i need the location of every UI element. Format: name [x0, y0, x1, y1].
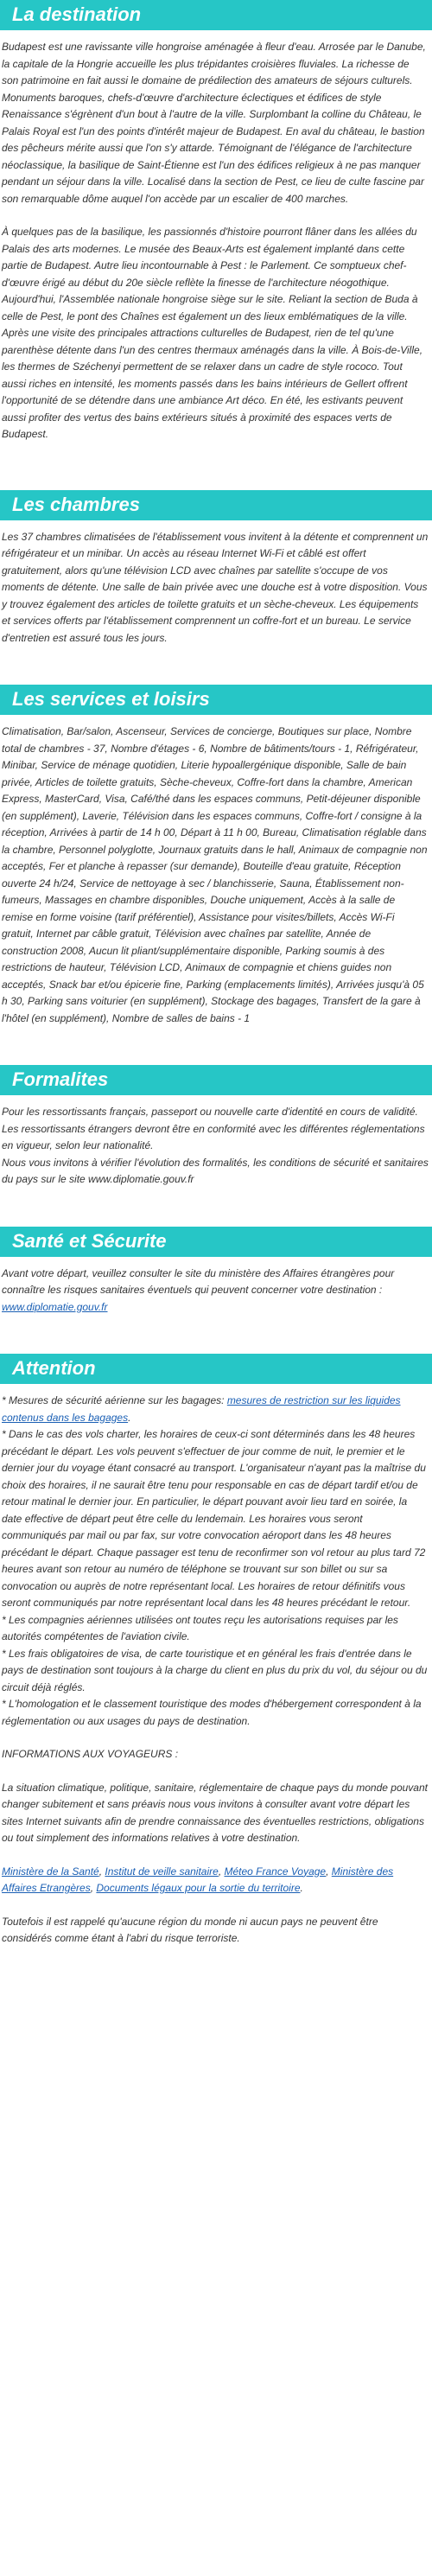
liquids-restriction-link[interactable]: mesures de restriction sur les liquides contenus dans les bagages [2, 1394, 401, 1424]
sante-ministry-link[interactable]: Ministère de la Santé [2, 1865, 99, 1878]
destination-paragraph-1: Budapest est une ravissante ville hongroise aménagée à fleur d'eau. Arrosée par le Danube, la capitale de la Hongrie accueille les plus trépidantes croisières fluviales. La richesse de son patrimoine en fait aussi le domaine de prédilection des amateurs de séjours culturels. Monuments baroques, chefs-d'œuvre d'architecture éclectiques et édifices de style Renaissance s'égrènent d'un bout à l'autre de la ville. Surplombant la colline du Château, le Palais Royal est l'un des points d'intérêt majeur de Budapest. En aval du château, le bastion des pêcheurs mérite aussi que l'on s'y attarde. Témoignant de l'élégance de l'architecture néoclassique, la basilique de Saint-Étienne est l'un des édifices religieux à ne pas manquer pendant un séjour dans la ville. Localisé dans la section de Pest, ce lieu de culte fascine par son remarquable dôme auquel l'on accède par un escalier de 400 marches. [2, 41, 426, 205]
section-body-chambres [0, 529, 432, 647]
section-chambres [0, 490, 432, 647]
attention-bullet-5: * L'homologation et le classement touristique des modes d'hébergement correspondent à la réglementation ou aux usages du pays de destination. [2, 1698, 422, 1727]
attention-bullet-1 [2, 1393, 429, 1426]
sante-text-body: Avant votre départ, veuillez consulter le site du ministère des Affaires étrangères pour connaître les risques sanitaires éventuels qui peuvent concerner votre destination : [2, 1266, 395, 1296]
link-end-period: . [300, 1882, 303, 1894]
attention-bullets [2, 1393, 429, 1730]
formalites-line-3: Nous vous invitons à vérifier l'évolution des formalités, les conditions de sécurité et sanitaires du pays sur le site www.diplomatie.gouv.fr [2, 1156, 429, 1185]
link-separator: , [90, 1882, 97, 1894]
spacer [2, 1730, 429, 1746]
attention-bullet-1-suffix: . [128, 1411, 131, 1424]
section-title-destination: La destination [0, 0, 432, 30]
affaires-etrangeres-link[interactable]: Ministère des Affaires Etrangères [2, 1865, 394, 1894]
meteo-france-link[interactable]: Méteo France Voyage [224, 1865, 327, 1878]
section-spacer [0, 647, 432, 685]
services-list-text: Climatisation, Bar/salon, Ascenseur, Services de concierge, Boutiques sur place, Nombre total de chambres - 37, Nombre d'étages - 6, Nombre de bâtiments/tours - 1, Réfrigérateur, Minibar, Service de ménage quotidien, Literie hypoallergénique disponible, Salle de bain privée, Articles de toilette gratuits, Sèche-cheveux, Coffre-fort dans la chambre, American Express, MasterCard, Visa, Café/thé dans les espaces communs, Petit-déjeuner disponible (en supplément), Laverie, Télévision dans les espaces communs, Coffre-fort / consigne à la réception, Arrivées à partir de 14 h 00, Départ à 11 h 00, Bureau, Climatisation réglable dans la chambre, Personnel polyglotte, Journaux gratuits dans le hall, Animaux de compagnie non acceptés, Fer et planche à repasser (sur demande), Bouteille d'eau gratuite, Réception ouverte 24 h/24, Service de nettoyage à sec / blanchisserie, Sauna, Établissement non-fumeurs, Massages en chambre disponibles, Douche uniquement, Accès à la salle de remise en forme voisine (tarif préférentiel), Assistance pour visites/billets, Accès Wi-Fi gratuit, Internet par câble gratuit, Télévision avec chaînes par satellite, Année de construction 2008, Aucun lit pliant/supplémentaire disponible, Parking soumis à des restrictions de hauteur, Télévision LCD, Animaux de compagnie et chiens guides non acceptés, Snack bar et/ou épicerie fine, Parking (emplacements limités), Arrivées jusqu'à 05 h 30, Parking sans voiturier (en supplément), Stockage des bagages, Transfert de la gare à l'hôtel (en supplément), Nombre de salles de bains - 1 [2, 725, 428, 1024]
section-spacer [0, 1189, 432, 1227]
section-title-attention: Attention [0, 1354, 432, 1384]
info-heading: INFORMATIONS AUX VOYAGEURS : [2, 1748, 179, 1760]
info-links [2, 1864, 429, 1897]
diplomatie-link[interactable]: www.diplomatie.gouv.fr [2, 1300, 108, 1313]
formalites-line-1: Pour les ressortissants français, passeport ou nouvelle carte d'identité en cours de validité. [2, 1106, 418, 1118]
section-body-destination [0, 39, 432, 443]
section-spacer [0, 1027, 432, 1065]
attention-bullet-3: * Les compagnies aériennes utilisées ont toutes reçu les autorisations requises par les autorités compétentes de l'aviation civile. [2, 1613, 398, 1642]
section-body-formalites [0, 1104, 432, 1189]
section-destination [0, 0, 432, 443]
link-separator: , [218, 1865, 225, 1878]
veille-sanitaire-link[interactable]: Institut de veille sanitaire [105, 1865, 219, 1878]
section-spacer [0, 1316, 432, 1354]
attention-bullet-4: * Les frais obligatoires de visa, de carte touristique et en général les frais d'entrée dans le pays de destination sont toujours à la charge du client en plus du prix du vol, du séjour ou du circuit déjà réglés. [2, 1647, 428, 1693]
attention-bullet-2: * Dans le cas des vols charter, les horaires de ceux-ci sont déterminés dans les 48 heures précédant le départ. Les vols peuvent s'effectuer de jour comme de nuit, le premier et le dernier jour du voyage étant consacré au transport. L'organisateur n'ayant pas la maîtrise du choix des horaires, il ne saurait être tenu pour responsable en cas de départ tardif et/ou de retour matinal le dernier jour. En particulier, le départ pouvant avoir lieu tard en soirée, la date effective de départ peut être celle du lendemain. Les horaires vous seront communiqués par mail ou par fax, sur votre convocation aéroport dans les 48 heures précédant le départ. Chaque passager est tenu de reconfirmer son vol retour au plus tard 72 heures avant son retour au numéro de téléphone se trouvant sur son billet ou sur sa convocation ou auprès de notre représentant local. Les horaires de retour définitifs vous seront communiqués par notre représentant local dans les 48 heures précédant le retour. [2, 1428, 426, 1609]
destination-paragraph-2: À quelques pas de la basilique, les passionnés d'histoire pourront flâner dans les allées du Palais des arts modernes. Le musée des Beaux-Arts est également implanté dans cette partie de Budapest. Autre lieu incontournable à Pest : le Parlement. Ce somptueux chef-d'œuvre érigé au début du 20e siècle reflète la finesse de l'architecture néogothique. Aujourd'hui, l'Assemblée nationale hongroise siège sur le site. Reliant la section de Buda à celle de Pest, le pont des Chaînes est également un des lieux emblématiques de la ville. Après une visite des principales attractions culturelles de Budapest, rien de tel qu'une parenthèse détente dans l'un des centres thermaux aménagés dans la ville. À Bois-de-Ville, les thermes de Széchenyi permettent de se relaxer dans un cadre de style rococo. Tout aussi riches en intensité, les moments passés dans les bains intérieurs de Gellert offrent l'opportunité de se détendre dans une ambiance Art déco. En été, les estivants peuvent aussi profiter des vertus des bains extérieurs situés à proximité des espaces verts de Budapest. [2, 226, 423, 440]
section-body-attention [0, 1393, 432, 1948]
section-spacer [0, 443, 432, 490]
section-body-services [0, 724, 432, 1027]
documents-legaux-link[interactable]: Documents légaux pour la sortie du territoire [96, 1882, 301, 1894]
section-title-chambres: Les chambres [0, 490, 432, 520]
info-text: La situation climatique, politique, sanitaire, réglementaire de chaque pays du monde pouvant changer subitement et sans préavis nous vous invitons à consulter avant votre départ les sites Internet suivants afin de prendre connaissance des éventuelles restrictions, obligations ou tout simplement des informations relatives à votre destination. [2, 1781, 428, 1844]
formalites-line-2: Les ressortissants étrangers devront être en conformité avec les différentes réglementations en vigueur, selon leur nationalité. [2, 1122, 425, 1151]
formalites-text [2, 1104, 429, 1189]
terrorism-note: Toutefois il est rappelé qu'aucune région du monde ni aucun pays ne peuvent être considérés comme étant à l'abri du risque terroriste. [2, 1915, 378, 1944]
sante-text [2, 1266, 429, 1317]
link-separator: , [98, 1865, 105, 1878]
section-services [0, 685, 432, 1027]
link-separator: , [326, 1865, 332, 1878]
section-attention [0, 1354, 432, 1948]
attention-bullet-1-prefix: * Mesures de sécurité aérienne sur les bagages: [2, 1394, 227, 1406]
section-title-sante: Santé et Sécurite [0, 1227, 432, 1257]
section-title-services: Les services et loisirs [0, 685, 432, 715]
section-title-formalites: Formalites [0, 1065, 432, 1095]
section-body-sante [0, 1266, 432, 1317]
chambres-paragraph: Les 37 chambres climatisées de l'établissement vous invitent à la détente et comprennent un réfrigérateur et un minibar. Un accès au réseau Internet Wi-Fi et câblé est offert gratuitement, alors qu'une télévision LCD avec chaînes par satellite s'occupe de vos moments de détente. Une salle de bain privée avec une douche est à votre disposition. Vous y trouvez également des articles de toilette gratuits et un sèche-cheveux. Les équipements et services offerts par l'établissement comprennent un coffre-fort et un bureau. Le service d'entretien est assuré tous les jours. [2, 530, 429, 644]
section-formalites [0, 1065, 432, 1189]
section-sante [0, 1227, 432, 1317]
